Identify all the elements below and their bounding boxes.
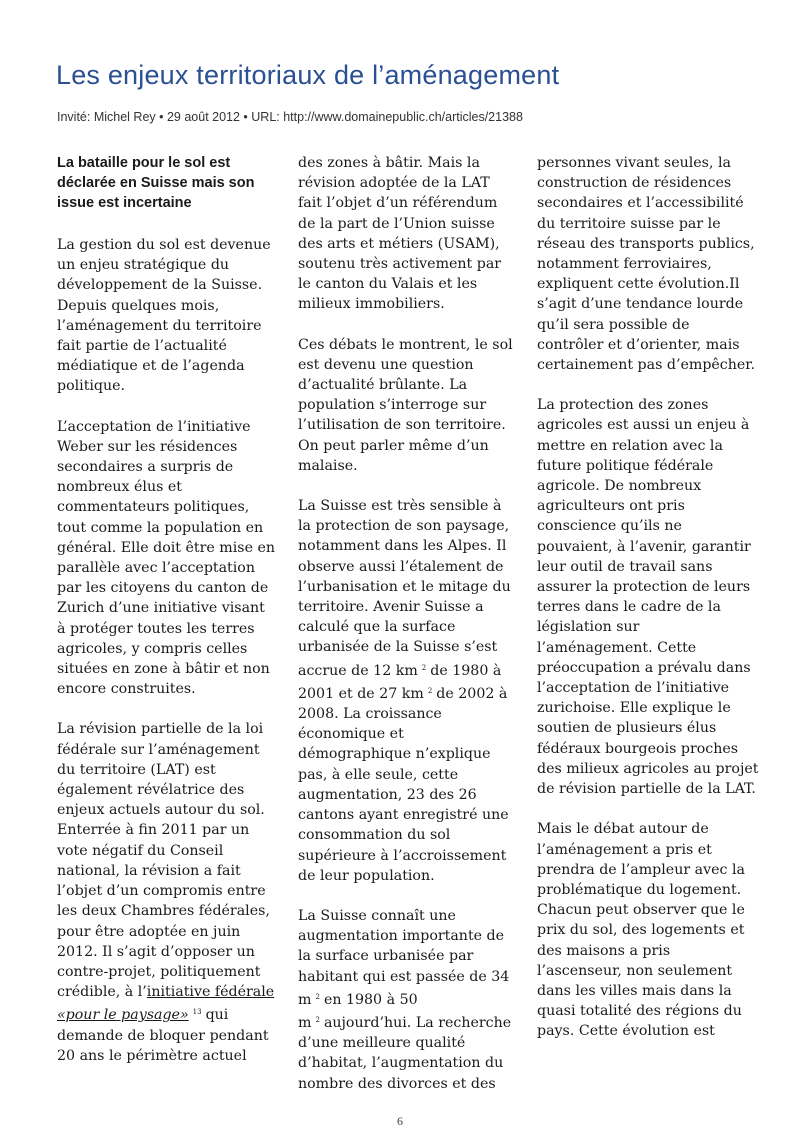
column-1	[57, 153, 277, 1086]
paragraph-text: aujourd’hui. La recherche d’une meilleure qualité d’habitat, l’augmentation du nombre des divorces et des	[298, 1014, 512, 1092]
paragraph-text: de 1980 à 2001 et de 27 km	[298, 662, 502, 702]
superscript: 2	[315, 992, 320, 1001]
paragraph	[298, 906, 514, 1094]
column-2	[298, 153, 514, 1114]
superscript: 2	[427, 686, 433, 695]
paragraph: des zones à bâtir. Mais la révision adoptée de la LAT fait l’objet d’un référendum de la part de l’Union suisse des arts et métiers (USAM), soutenu très activement par le canton du Valais et les milieux immobiliers.	[298, 155, 502, 313]
paragraph-text: de 2002 à 2008. La croissance économique et démographique n’explique pas, à elle seule, cette augmentation, 23 des 26 cantons ayant enregistré une consommation du sol supérieure à l’accroissement de leur population.	[298, 685, 509, 884]
paragraph: personnes vivant seules, la construction de résidences secondaires et l’accessibilité du territoire suisse par le réseau des transports publics, notamment ferroviaires, expliquent cette évolution.Il s’agit d’une tendance lourde qu’il sera possible de contrôler et d’orienter, mais certainement pas d’empêcher.	[537, 155, 756, 374]
paragraph: La protection des zones agricoles est aussi un enjeu à mettre en relation avec la future politique fédérale agricole. De nombreux agriculteurs ont pris conscience qu’ils ne pouvaient, à l’avenir, garantir leur outil de travail sans assurer la protection de leurs terres dans le cadre de la législation sur l’aménagement. Cette préoccupation a prévalu dans l’acceptation de l’initiative zurichoise. Elle explique le soutien de plusieurs élus fédéraux bourgeois proches des milieux agricoles au projet de révision partielle de la LAT.	[537, 397, 759, 798]
column-3	[537, 153, 759, 1062]
paragraph: L’acceptation de l’initiative Weber sur les résidences secondaires a surpris de nombreux élus et commentateurs politiques, tout comme la population en général. Elle doit être mise en parallèle avec l’acceptation par les citoyens du canton de Zurich d’une initiative visant à protéger toutes les terres agricoles, y compris celles situées en zone à bâtir et non encore construites.	[57, 418, 276, 698]
link-text: initiative fédérale	[146, 984, 275, 1001]
article-subtitle: La bataille pour le sol est déclarée en Suisse mais son issue est incertaine	[57, 155, 255, 211]
paragraph-text: La Suisse est très sensible à la protection de son paysage, notamment dans les Alpes. Il observe aussi l’étalement de l’urbanisation et le mitage du territoire. Avenir Suisse a calculé que la surface urbanisée de la Suisse s’est accrue de 12 km	[298, 498, 511, 679]
page-number: 6	[397, 1114, 403, 1128]
paragraph-text: La révision partielle de la loi fédérale sur l’aménagement du territoire (LAT) est également révélatrice des enjeux actuels autour du sol. Enterrée à fin 2011 par un vote négatif du Conseil national, la révision a fait l’objet d’un compromis entre les deux Chambres fédérales, pour être adoptée en juin 2012. Il s’agit d’opposer un contre-projet, politiquement crédible, à l’	[57, 721, 270, 1001]
paragraph-text: La Suisse connaît une augmentation importante de la surface urbanisée par habitant qui est passée de 34 m	[298, 907, 510, 1008]
paragraph: Mais le débat autour de l’aménagement a pris et prendra de l’ampleur avec la problématique du logement. Chacun peut observer que le prix du sol, des logements et des maisons a pris l’ascenseur, non seulement dans les villes mais dans la quasi totalité des régions du pays. Cette évolution est	[537, 821, 745, 1040]
paragraph: Ces débats le montrent, le sol est devenu une question d’actualité brûlante. La population s’interroge sur l’utilisation de son territoire. On peut parler même d’un malaise.	[298, 336, 513, 474]
superscript: 2	[315, 1015, 320, 1024]
superscript: 2	[421, 663, 427, 672]
footnote-ref[interactable]: 13	[192, 1008, 202, 1017]
paragraph	[298, 496, 514, 886]
paragraph-text: qui demande de bloquer pendant 20 ans le périmètre actuel	[57, 1007, 269, 1064]
paragraph	[57, 719, 277, 1065]
paragraph-text: en 1980 à 50 m	[298, 991, 418, 1031]
article-meta: Invité: Michel Rey • 29 août 2012 • URL: http://www.domainepublic.ch/articles/21388	[57, 110, 523, 124]
link-text-italic: «pour le paysage»	[57, 1007, 189, 1024]
article-title: Les enjeux territoriaux de l’aménagement	[56, 60, 560, 90]
paragraph: La gestion du sol est devenue un enjeu stratégique du développement de la Suisse. Depuis quelques mois, l’aménagement du territoire fait partie de l’actualité médiatique et de l’agenda politique.	[57, 237, 271, 395]
